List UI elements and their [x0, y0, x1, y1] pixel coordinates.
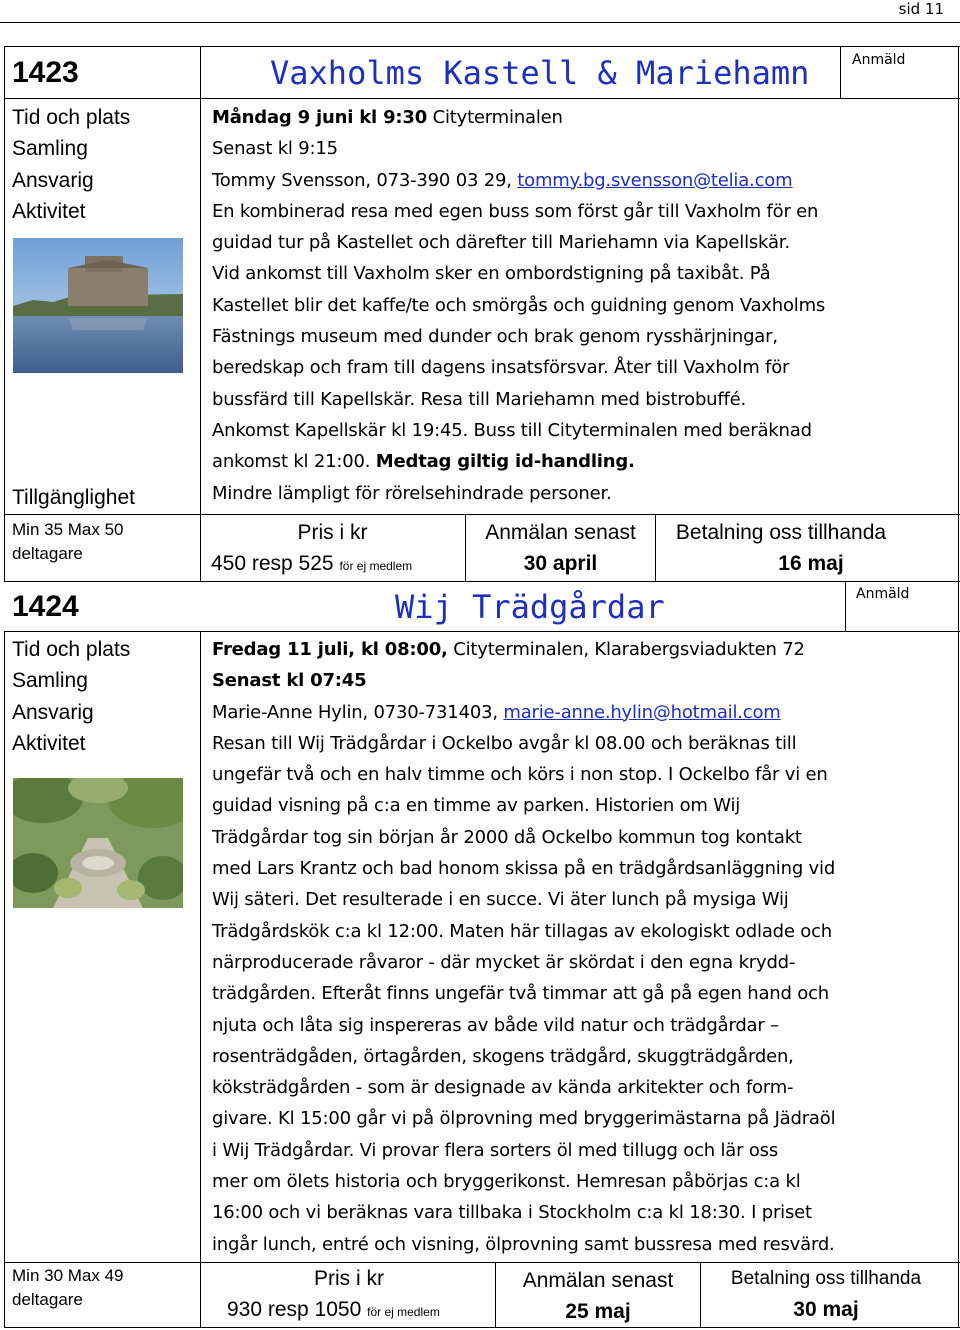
participants-range: Min 35 Max 50: [12, 520, 124, 539]
event1-top-border: [4, 46, 960, 47]
date-time: Fredag 11 juli, kl 08:00,: [212, 639, 448, 660]
label-column: [12, 102, 130, 227]
activity-line: Trädgårdar tog sin början år 2000 då Ockelbo kommun tog kontakt: [212, 826, 802, 848]
event-number: 1423: [12, 56, 79, 89]
activity-line: Kastellet blir det kaffe/te och smörgås och guidning genom Vaxholms: [212, 294, 826, 316]
activity-line: guidad tur på Kastellet och därefter till Mariehamn via Kapellskär.: [212, 232, 790, 254]
activity-line: trädgården. Efteråt finns ungefär två timmar att gå på egen hand och: [212, 983, 829, 1005]
gathering-time: Senast kl 07:45: [212, 670, 367, 692]
price-cell: [205, 1263, 493, 1328]
event2-anm-divider: [845, 581, 846, 631]
activity-line: Trädgårdskök c:a kl 12:00. Maten här tillagas av ekologiskt odlade och: [212, 920, 832, 942]
label-column: [12, 634, 130, 759]
label-accessibility: Tillgänglighet: [12, 486, 135, 509]
event2-right-border-top: [958, 581, 959, 631]
price-note: för ej medlem: [367, 1305, 440, 1319]
accessibility-text: Mindre lämpligt för rörelsehindrade personer.: [212, 482, 612, 504]
label-time-place: Tid och plats: [12, 638, 131, 661]
participants-range: Min 30 Max 49: [12, 1266, 124, 1285]
place: Cityterminalen: [427, 107, 563, 128]
payment-label: Betalning oss tillhanda: [730, 1268, 922, 1289]
activity-line: njuta och låta sig inspereras av både vild natur och trädgårdar –: [212, 1014, 779, 1036]
activity-line: mer om ölets historia och bryggerikonst. Hemresan påbörjas c:a kl: [212, 1171, 801, 1193]
activity-line: guidad visning på c:a en timme av parken. Historien om Wij: [212, 795, 741, 817]
price-cell: [205, 517, 460, 582]
event1-left-border: [4, 46, 5, 581]
activity-line: 16:00 och vi beräknas vara tillbaka i Stockholm c:a kl 18:30. I priset: [212, 1202, 812, 1224]
label-time-place: Tid och plats: [12, 106, 131, 129]
price-note: för ej medlem: [339, 559, 413, 573]
activity-line: Fästnings museum med dunder och brak genom rysshärjningar,: [212, 326, 778, 348]
deadline-label: Anmälan senast: [485, 521, 636, 544]
event1-right-border: [958, 46, 959, 581]
price-value: 930 resp 1050: [227, 1298, 362, 1321]
deadline-value: 30 april: [523, 552, 598, 575]
participants-unit: deltagare: [12, 544, 83, 563]
registered-label: Anmäld: [852, 52, 906, 68]
payment-cell: [656, 517, 906, 579]
activity-line: med Lars Krantz och bad honom skissa på en trädgårdsanläggning vid: [212, 858, 836, 880]
activity-line: i Wij Trädgårdar. Vi provar flera sorters öl med tillugg och lär oss: [212, 1139, 779, 1161]
event-number: 1424: [12, 590, 79, 623]
event2-header-rule: [4, 631, 960, 632]
activity-line: [212, 446, 825, 477]
deadline-cell: [496, 1265, 700, 1327]
event1-anm-divider: [840, 46, 841, 98]
participants: [12, 1264, 124, 1312]
price-value: 450 resp 525: [211, 552, 334, 575]
responsible-person: Tommy Svensson, 073-390 03 29,: [212, 169, 518, 191]
activity-line: En kombinerad resa med egen buss som först går till Vaxholm för en: [212, 200, 819, 222]
activity-line: Ankomst Kapellskär kl 19:45. Buss till Cityterminalen med beräknad: [212, 419, 812, 441]
payment-label: Betalning oss tillhanda: [675, 521, 887, 544]
label-responsible: Ansvarig: [12, 168, 94, 192]
details: [212, 102, 825, 509]
date-time: Måndag 9 juni kl 9:30: [212, 107, 428, 128]
event-title: Wij Trädgårdar: [395, 588, 665, 626]
label-gathering: Samling: [12, 137, 88, 161]
activity-line: närproducerade råvaror - där mycket är skördat i den egna krydd-: [212, 951, 796, 973]
event2-divider: [200, 631, 201, 1328]
label-activity: Aktivitet: [12, 199, 86, 223]
gathering-time: Senast kl 9:15: [212, 138, 338, 160]
payment-value: 16 maj: [778, 552, 844, 575]
payment-value: 30 maj: [793, 1298, 859, 1321]
price-label: Pris i kr: [297, 521, 368, 544]
label-gathering: Samling: [12, 669, 88, 693]
deadline-value: 25 maj: [565, 1300, 631, 1323]
event1-header-rule: [4, 98, 960, 99]
event-title: Vaxholms Kastell & Mariehamn: [270, 54, 810, 92]
top-rule: [0, 22, 960, 23]
label-responsible: Ansvarig: [12, 700, 94, 724]
event1-divider: [200, 46, 201, 581]
activity-line: bussfärd till Kapellskär. Resa till Mariehamn med bistrobuffé.: [212, 388, 747, 410]
activity-line: beredskap och fram till dagens insatsförsvar. Åter till Vaxholm för: [212, 357, 790, 379]
label-activity: Aktivitet: [12, 731, 86, 755]
email-link[interactable]: tommy.bg.svensson@telia.com: [517, 169, 793, 191]
activity-line: rosenträdgåden, örtagården, skogens trädgård, skuggträdgården,: [212, 1045, 794, 1067]
event2-top-border: [4, 581, 960, 582]
responsible-row: [212, 697, 835, 728]
activity-line: ingår lunch, entré och visning, ölprovning samt bussresa med resvärd.: [212, 1233, 835, 1255]
event2-left-border: [4, 631, 5, 1328]
place: Cityterminalen, Klarabergsviadukten 72: [447, 639, 805, 660]
deadline-cell: [466, 517, 655, 579]
page-number: sid 11: [898, 0, 944, 18]
castle-photo: [13, 238, 183, 373]
email-link[interactable]: marie-anne.hylin@hotmail.com: [503, 701, 781, 723]
responsible-row: [212, 165, 825, 196]
activity-line: Wij säteri. Det resulterade i en succe. Vi äter lunch på mysiga Wij: [212, 889, 789, 911]
price-row: [205, 548, 460, 582]
details: [212, 634, 835, 1260]
registered-label: Anmäld: [856, 586, 910, 602]
participants-unit: deltagare: [12, 1290, 83, 1309]
activity-line: köksträdgården - som är designade av kända arkitekter och form-: [212, 1077, 794, 1099]
time-place-row: [212, 102, 825, 133]
time-place-row: [212, 634, 835, 665]
id-note: Medtag giltig id-handling.: [375, 451, 635, 473]
arrival-text: ankomst kl 21:00.: [212, 451, 376, 473]
activity-line: Resan till Wij Trädgårdar i Ockelbo avgår kl 08.00 och beräknas till: [212, 732, 797, 754]
responsible-person: Marie-Anne Hylin, 0730-731403,: [212, 701, 504, 723]
deadline-label: Anmälan senast: [522, 1269, 674, 1292]
price-row: [205, 1294, 493, 1328]
garden-photo: [13, 778, 183, 908]
price-label: Pris i kr: [314, 1267, 384, 1290]
participants: [12, 518, 124, 566]
activity-line: givare. Kl 15:00 går vi på ölprovning med bryggerimästarna på Jädraöl: [212, 1108, 836, 1130]
event2-right-border: [958, 631, 959, 1328]
payment-cell: [701, 1263, 951, 1325]
event1-footer-rule: [4, 514, 960, 515]
activity-line: Vid ankomst till Vaxholm sker en ombordstigning på taxibåt. På: [212, 263, 771, 285]
activity-line: ungefär två och en halv timme och körs i non stop. I Ockelbo får vi en: [212, 764, 828, 786]
